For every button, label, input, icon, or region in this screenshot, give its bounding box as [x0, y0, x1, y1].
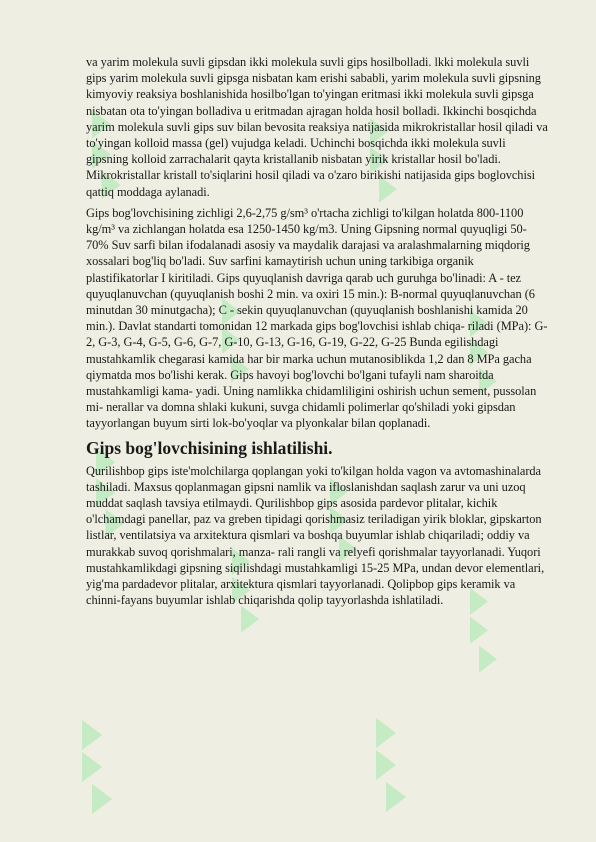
- document-page: [86, 54, 548, 614]
- paragraph-3: Qurilishbop gips iste'molchilarga qoplangan yoki to'kilgan holda vagon va avtomashinalarda tashiladi. Maxsus qoplanmagan gipsni namlik va ifloslanishdan saqlash zarur va uni uzoq muddat saqlash tavsiya etilmaydi. Qurilishbop gips asosida pardevor plitalar, kichik o'lchamdagi panellar, paz va greben tipidagi qorishmasiz teriladigan yirik bloklar, gipskarton listlar, ventilatsiya va arxitektura qismlari va boshqa buyumlar ishlab chiqariladi; oddiy va murakkab suvoq qorishmalari, manza- rali rangli va relyefi qorishmalar tayyorlanadi. Yuqori mustahkamlikdagi gipsning siqilishdagi mustahkamligi 15-25 MPa, undan devor elementlari, yig'ma pardadevor plitalar, arxitektura qismlari tayyorlanadi. Qolipbop gips keramik va chinni-fayans buyumlar ishlab chiqarishda qolip tayyorlashda ishlatiladi.: [86, 463, 545, 608]
- section-heading: Gips bog'lovchisining ishlatilishi.: [86, 437, 333, 458]
- watermark-mark: [82, 720, 112, 814]
- paragraph-2: Gips bog'lovchisining zichligi 2,6-2,75 g/sm³ o'rtacha zichligi to'kilgan holatda 800-1100 kg/m³ va zichlangan holatda esa 1250-1450 kg/m3. Uning Gipsning normal quyuqligi 50-70% Suv sarfi bilan ifodalanadi asosiy va maydalik darajasi va aralashmalarning miqdorig xossalari bog'liq bo'ladi. Suv sarfini kamaytirish uchun uning tarkibiga organik plastifikatorlar I kiritiladi. Gips quyuqlanish davriga qarab uch guruhga bo'linadi: A - tez quyuqlanuvchan (quyuqlanish boshi 2 min. va oxiri 15 min.): B-normal quyuqlanuvchan (6 minutdan 30 minutgacha); C - sekin quyuqlanuvchan (quyuqlanish boshlanishi kamida 20 min.). Davlat standarti tomonidan 12 markada gips bog'lovchisi ishlab chiqa- riladi (MPa): G-2, G-3, G-4, G-5, G-6, G-7, G-10, G-13, G-16, G-19, G-22, G-25 Bunda egilishdagi mustahkamlik chegarasi kamida har bir marka uchun mutanosiblikda 1,2 dan 8 MPa gacha qiymatda mos bo'lishi kerak. Gips havoyi bog'lovchi bo'lgani tufayli nam sharoitda mustahkamligi kama- yadi. Uning namlikka chidamliligini oshirish uchun sement, pussolan mi- nerallar va domna shlaki kukuni, suvga chidamli polimerlar qo'shiladi yoki gipsdan tayyorlangan buyum sirti lok-bo'yoqlar va plyonkalar bilan qoplanadi.: [86, 205, 548, 431]
- watermark-mark: [376, 718, 406, 812]
- paragraph-1: va yarim molekula suvli gipsdan ikki molekula suvli gips hosilbolladi. lkki molekula suvli gips yarim molekula suvli gipsga nisbatan kam erishi sababli, yarim molekula suvli gipsning kimyoviy reaksiya boshlanishida hosilbo'lgan to'yingan eritmasi ikki molekula suvli gipsga nisbatan ota to'yingan bolladiva u eritmadan ajragan holda hosil bolladi. Ikkinchi bosqichda yarim molekula suvli gips suv bilan bevosita reaksiya natijasida mikrokristallar hosil qiladi va to'yingan kolloid massa (gel) vujudga keladi. Uchinchi bosqichda ikki molekula suvli gipsning kolloid zarrachalarit qayta kristallanib nisbatan yirik kristallar hosil bo'ladi. Mikrokristallar kristall to'siqlarini hosil qiladi va o'zaro birikishi natijasida gips boglovchisi qattiq moddaga aylanadi.: [86, 55, 548, 199]
